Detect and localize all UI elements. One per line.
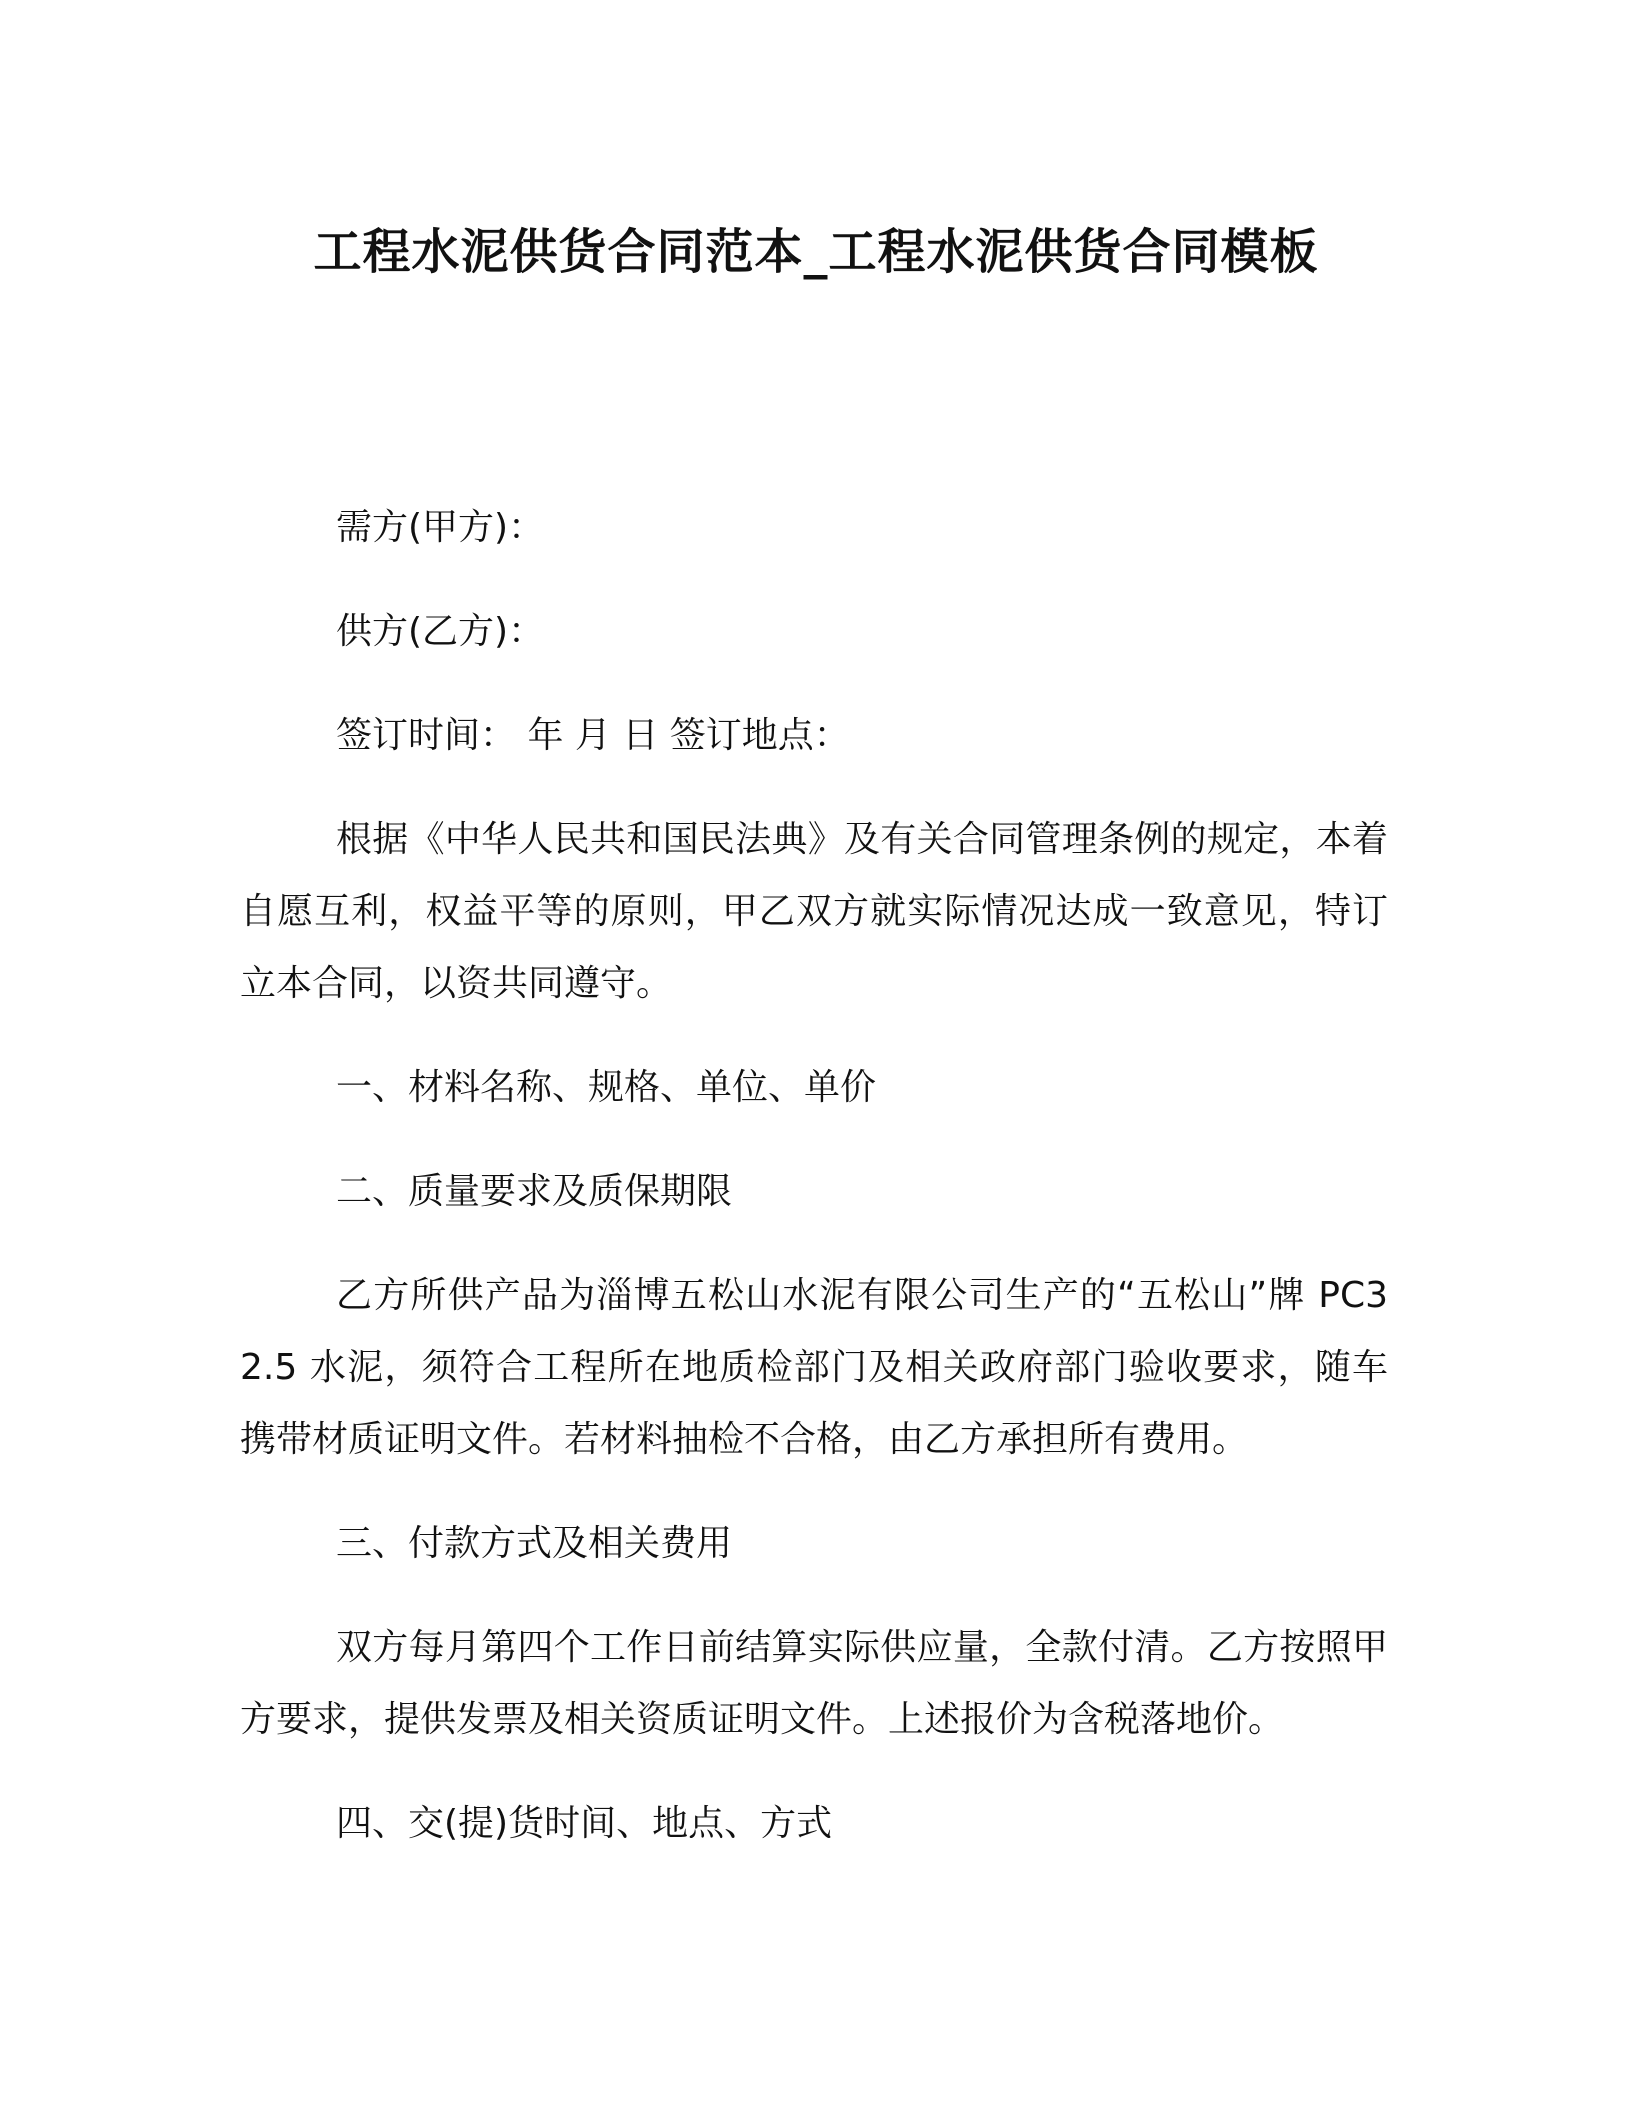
- document-body: [240, 492, 1388, 1892]
- section-heading-2: 二、质量要求及质保期限: [336, 1171, 733, 1212]
- document-title: 工程水泥供货合同范本_工程水泥供货合同模板: [313, 224, 1319, 280]
- party-b-field: 供方(乙方)：: [336, 611, 545, 652]
- preamble-paragraph: 根据《中华人民共和国民法典》及有关合同管理条例的规定，本着自愿互利，权益平等的原则，甲乙双方就实际情况达成一致意见，特订立本合同，以资共同遵守。: [240, 819, 1388, 1004]
- section-heading-3: 三、付款方式及相关费用: [336, 1523, 733, 1564]
- quality-paragraph: 乙方所供产品为淄博五松山水泥有限公司生产的“五松山”牌 PC32.5 水泥，须符合工程所在地质检部门及相关政府部门验收要求，随车携带材质证明文件。若材料抽检不合格，由乙方承担所有费用。: [240, 1275, 1388, 1460]
- signing-info-field: 签订时间： 年 月 日 签订地点：: [336, 715, 850, 756]
- party-a-field: 需方(甲方)：: [336, 507, 545, 548]
- section-heading-1: 一、材料名称、规格、单位、单价: [336, 1067, 877, 1108]
- payment-paragraph: 双方每月第四个工作日前结算实际供应量，全款付清。乙方按照甲方要求，提供发票及相关资质证明文件。上述报价为含税落地价。: [240, 1627, 1388, 1740]
- section-heading-4: 四、交(提)货时间、地点、方式: [336, 1803, 833, 1844]
